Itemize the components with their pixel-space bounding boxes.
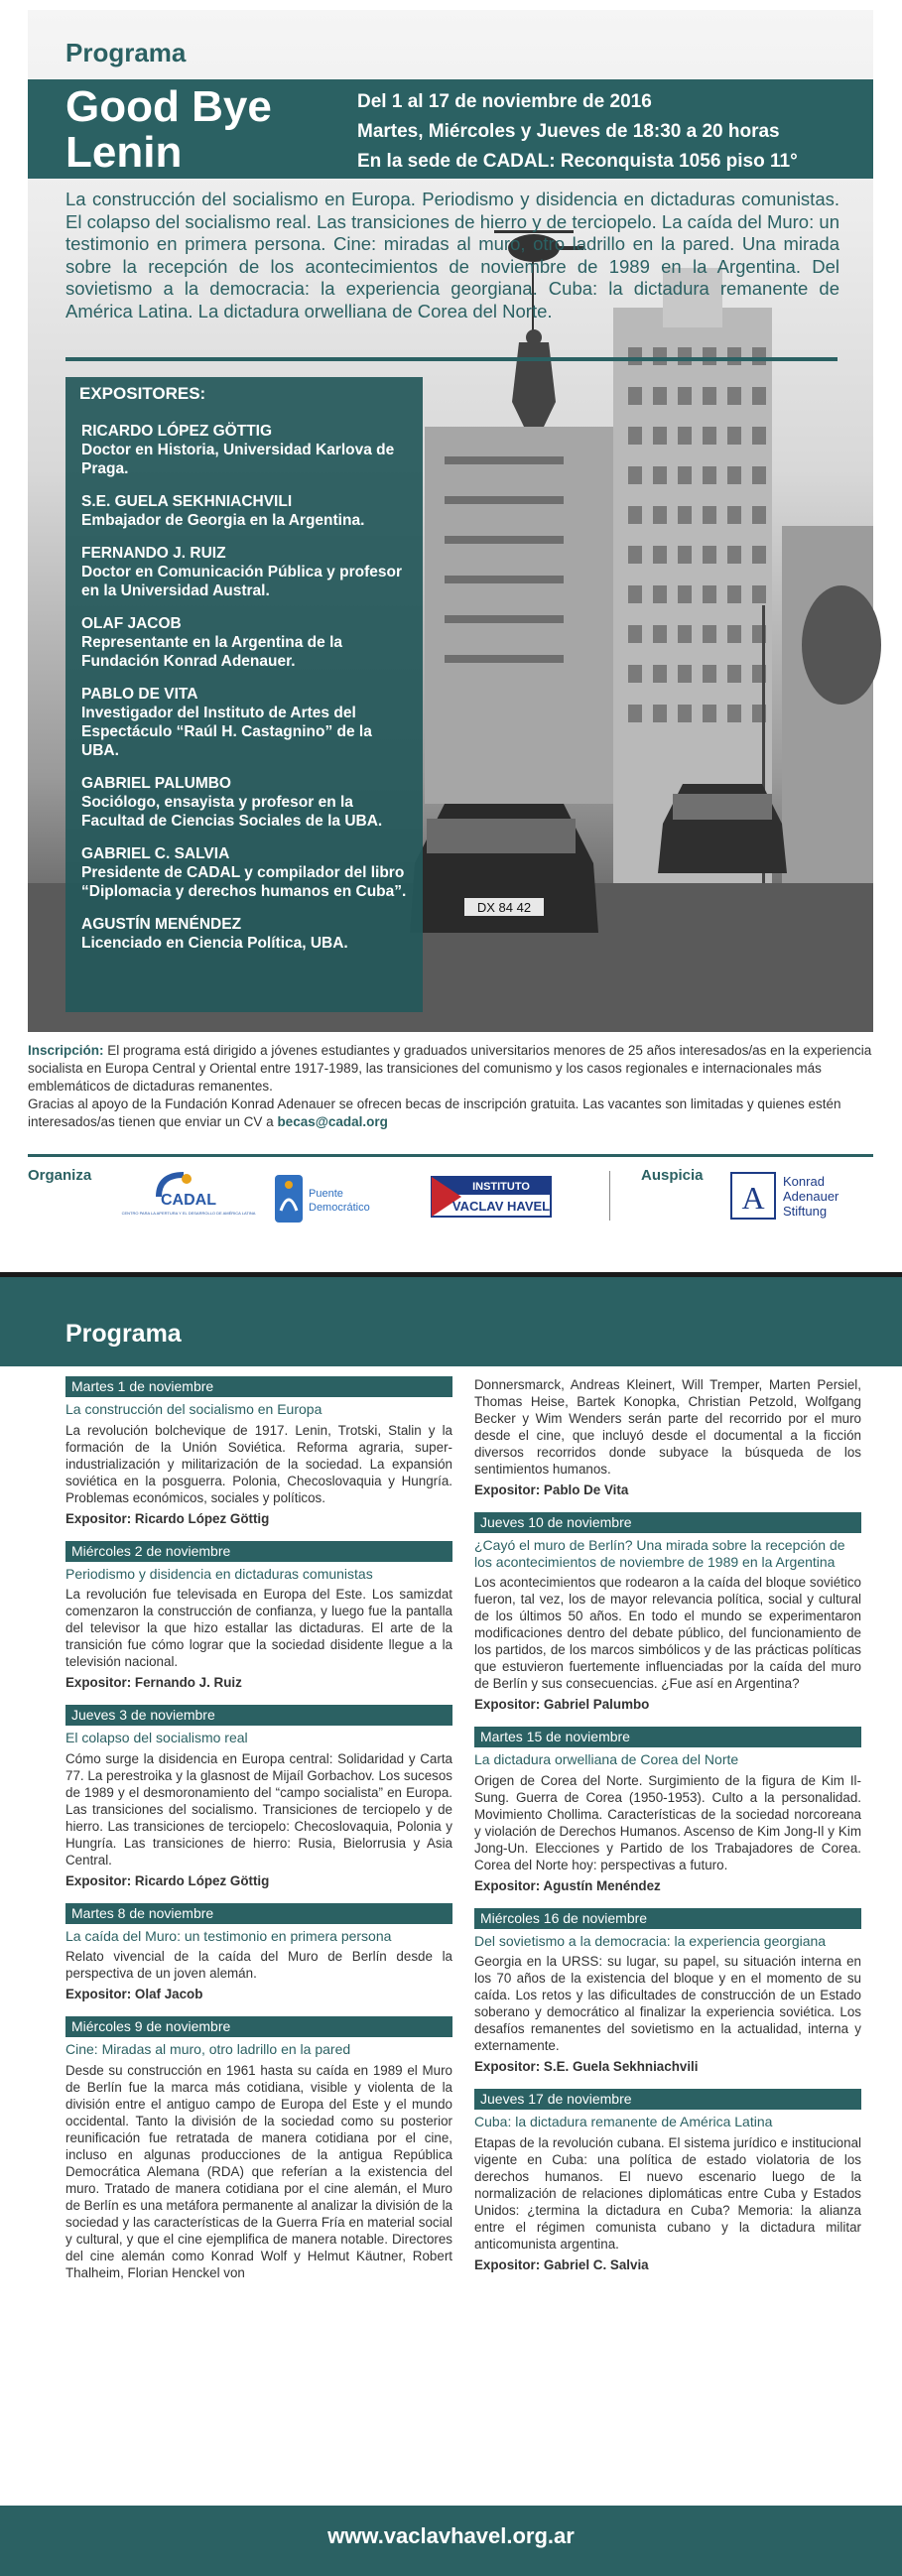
speaker-desc: Investigador del Instituto de Artes del Espectáculo “Raúl H. Castagnino” de la UBA. [81, 705, 372, 759]
puente-democratico-logo[interactable] [273, 1171, 412, 1226]
day-description: La revolución bolchevique de 1917. Lenin, Trotski, Stalin y la formación de la Unión Soviética. Reforma agraria, super-industrialización y militarización de la sociedad. La expansión soviética en la posguerra. Polonia, Checoslovaquia y Hungría. Problemas económicos, sociales y políticos. [65, 1422, 452, 1505]
cadal-subtext: CENTRO PARA LA APERTURA Y EL DESARROLLO DE AMÉRICA LATINA [121, 1211, 256, 1216]
day-speaker: Expositor: Ricardo López Göttig [65, 1872, 270, 1888]
speaker-desc: Embajador de Georgia en la Argentina. [81, 512, 365, 529]
registration-email-link[interactable]: becas@cadal.org [277, 1114, 388, 1129]
speaker-name: AGUSTÍN MENÉNDEZ [81, 916, 242, 933]
speaker-name: GABRIEL C. SALVIA [81, 845, 230, 862]
day-speaker: Expositor: Gabriel C. Salvia [474, 2256, 649, 2272]
day-speaker: Expositor: Olaf Jacob [65, 1987, 203, 2001]
speaker-item [81, 422, 414, 478]
registration-info [28, 1042, 873, 1131]
speaker-item [81, 685, 414, 760]
day-speaker: Expositor: Agustín Menéndez [474, 1877, 661, 1893]
event-schedule: Martes, Miércoles y Jueves de 18:30 a 20 horas [357, 121, 780, 142]
konrad-text-2: Adenauer [783, 1189, 839, 1204]
topics-text: La construcción del socialismo en Europa. Periodismo y disidencia en dictaduras comunistas. El colapso del socialismo real. Las transiciones de hierro y de terciopelo. La caída del Muro: un testimonio en primera persona. Cine: miradas al muro, otro ladrillo en la pared. Una mirada sobre la recepción de los acontecimientos de noviembre de 1989 en la Argentina. Del sovietismo a la democracia: la experiencia georgiana. Cuba: la dictadura remanente de América Latina. La dictadura orwelliana de Corea del Norte. [65, 189, 839, 322]
speaker-desc: Sociólogo, ensayista y profesor en la Facultad de Ciencias Sociales de la UBA. [81, 794, 383, 830]
program-column-right [474, 1376, 861, 2287]
day-date: Miércoles 9 de noviembre [65, 2016, 452, 2037]
title-line-1: Good Bye [65, 82, 272, 131]
day-title: Del sovietismo a la democracia: la experiencia georgiana [474, 1932, 827, 1949]
day-title: La caída del Muro: un testimonio en primera persona [65, 1927, 392, 1944]
section-label: Programa [65, 38, 187, 67]
day-speaker: Expositor: Pablo De Vita [474, 1482, 629, 1497]
event-title [65, 84, 363, 176]
program-day [65, 1903, 452, 2003]
speakers-list [81, 422, 414, 966]
program-day [65, 1541, 452, 1692]
instituto-vaclav-havel-logo[interactable] [422, 1173, 561, 1221]
speaker-name: PABLO DE VITA [81, 686, 198, 703]
day-date: Miércoles 16 de noviembre [474, 1908, 861, 1929]
day-speaker: Expositor: S.E. Guela Sekhniachvili [474, 2059, 699, 2074]
program-day [65, 1705, 452, 1889]
day-date: Miércoles 2 de noviembre [65, 1541, 452, 1562]
puente-text-1: Puente [309, 1188, 343, 1200]
day-description: Etapas de la revolución cubana. El sistema jurídico e institucional vigente en Cuba: una política de estado violatoria de los derechos humanos. El nuevo escenario luego de la normalización de relaciones diplomáticas entre Cuba y Estados Unidos: ¿termina la dictadura en Cuba? Memoria: la alianza entre el régimen comunista cubano y la dictadura militar anticomunista argentina. [474, 2134, 861, 2252]
registration-text-2: Gracias al apoyo de la Fundación Konrad Adenauer se ofrecen becas de inscripción gratuita. Las vacantes son limitadas y quienes estén interesados/as tienen que enviar un CV a [28, 1096, 841, 1129]
program-title: Programa [65, 1320, 182, 1348]
day-description: Origen de Corea del Norte. Surgimiento de la figura de Kim Il-Sung. Guerra de Corea (1950-1953). Culto a la personalidad. Movimiento Chollima. Características de la sociedad norcoreana y violación de Derechos Humanos. Ascenso de Kim Jong-Il y Kim Jong-Un. Elecciones y Partido de los Trabajadores de Corea. Corea del Norte hoy: perspectivas a futuro. [474, 1772, 861, 1872]
day-title: El colapso del socialismo real [65, 1730, 248, 1745]
day-date: Jueves 17 de noviembre [474, 2089, 861, 2110]
konrad-letter: A [741, 1180, 765, 1216]
day-date: Martes 8 de noviembre [65, 1903, 452, 1924]
day-description: Desde su construcción en 1961 hasta su caída en 1989 el Muro de Berlín fue la marca más cotidiana, visible y violenta de la división entre el antiguo campo de Europa del Este y el mundo occidental. Tanto la división de la sociedad como su posterior reunificación fue retratada de manera cotidiana por el cine, incluso en algunas producciones de la antigua República Democrática Alemana (RDA) que referían a la existencia del muro. Tratado de manera cotidiana por el cine alemán, el Muro de Berlín es una metáfora permanente al analizar la división de la sociedad y las características de la Guerra Fría en material social y cultural, y que el cine ejemplifica de manera notable. Directores del cine alemán como Konrad Wolf y Helmut Käutner, Robert Thalheim, Florian Henckel von [65, 2062, 452, 2280]
puente-logo-icon [273, 1171, 412, 1226]
puente-text-2: Democrático [309, 1202, 370, 1214]
day-date: Martes 1 de noviembre [65, 1376, 452, 1397]
havel-text-2: VACLAV HAVEL [451, 1199, 551, 1214]
registration-label: Inscripción: [28, 1043, 104, 1058]
speaker-item [81, 915, 414, 953]
program-day [474, 1908, 861, 2076]
cadal-text: CADAL [161, 1192, 216, 1209]
day-description: Los acontecimientos que rodearon a la caída del bloque soviético fueron, tal vez, los de mayor relevancia política, social y cultural de los últimos 50 años. En todo el mundo se experimentaron modificaciones dentro del debate público, del funcionamiento de los partidos, de los marcos simbólicos y de las prácticas políticas que estuvieron fuertemente influenciadas por la caída del muro de Berlín y sus consecuencias. ¿Fue así en Argentina? [474, 1575, 861, 1691]
konrad-logo-icon [729, 1169, 868, 1224]
speaker-name: GABRIEL PALUMBO [81, 775, 231, 792]
event-info [357, 87, 798, 177]
speaker-desc: Presidente de CADAL y compilador del libro “Diplomacia y derechos humanos en Cuba”. [81, 864, 407, 900]
auspicia-label: Auspicia [641, 1167, 704, 1184]
day-title: La construcción del socialismo en Europa [65, 1401, 322, 1417]
speakers-heading: EXPOSITORES: [79, 384, 206, 403]
speaker-name: RICARDO LÓPEZ GÖTTIG [81, 423, 273, 440]
speaker-desc: Doctor en Historia, Universidad Karlova de Praga. [81, 442, 395, 477]
program-day-continued [474, 1376, 861, 1498]
program-day [474, 1512, 861, 1713]
day-title: Periodismo y disidencia en dictaduras comunistas [65, 1565, 373, 1582]
day-speaker: Expositor: Fernando J. Ruiz [65, 1675, 242, 1690]
speaker-item [81, 774, 414, 831]
day-title: La dictadura orwelliana de Corea del Norte [474, 1751, 739, 1767]
title-line-2: Lenin [65, 128, 183, 177]
day-date: Martes 15 de noviembre [474, 1727, 861, 1747]
day-speaker: Expositor: Ricardo López Göttig [65, 1510, 270, 1526]
havel-text-1: INSTITUTO [472, 1181, 530, 1193]
konrad-adenauer-logo[interactable] [729, 1169, 868, 1224]
day-date: Jueves 10 de noviembre [474, 1512, 861, 1533]
day-description: Georgia en la URSS: su lugar, su papel, su situación interna en los 70 años de la existencia del bloque y en el momento de su caída. Los retos y las dificultades de construcción de un Estado soberano y democrático al finalizar la experiencia soviética. Los desafíos remanentes del sovietismo en la actualidad, interna y externamente. [474, 1954, 861, 2053]
speaker-item [81, 614, 414, 671]
program-day [65, 2016, 452, 2281]
day-title: ¿Cayó el muro de Berlín? Una mirada sobre la recepción de los acontecimientos de noviembre de 1989 en la Argentina [474, 1537, 845, 1570]
speaker-name: FERNANDO J. RUIZ [81, 545, 226, 562]
divider [65, 357, 838, 361]
registration-text: El programa está dirigido a jóvenes estudiantes y graduados universitarios menores de 25 años interesados/as en la experiencia socialista en Europa Central y Oriental entre 1917-1989, las transiciones del comunismo y los casos regionales e internacionales más emblemáticos de dictaduras remanentes. [28, 1043, 872, 1094]
divider [28, 1154, 873, 1157]
day-description: Cómo surge la disidencia en Europa central: Solidaridad y Carta 77. La perestroika y la glasnost de Mijaíl Gorbachov. Los sucesos de 1989 y el desmoronamiento del “campo socialista” en Europa. Las transiciones del socialismo. Transiciones de terciopelo y de hierro. Las transiciones de terciopelo: Checoslovaquia, Polonia y Hungría. Las transiciones de hierro: Rusia, Bielorrusia y Asia Central. [65, 1750, 452, 1868]
program-day [474, 1727, 861, 1894]
havel-logo-icon [422, 1173, 561, 1221]
speaker-item [81, 492, 414, 530]
day-title: Cine: Miradas al muro, otro ladrillo en la pared [65, 2041, 351, 2057]
speaker-item [81, 544, 414, 600]
konrad-text-3: Stiftung [783, 1204, 828, 1219]
program-day [65, 1376, 452, 1527]
day-description: La revolución fue televisada en Europa del Este. Los samizdat comenzaron la construcción de confianza, y luego fue la pantalla del televisor la que hizo estallar las dictaduras. El arte de la transición fue cómo lograr que la sociedad disidente llegue a la televisión nacional. [65, 1587, 452, 1669]
divider [609, 1171, 610, 1221]
speaker-desc: Representante en la Argentina de la Fundación Konrad Adenauer. [81, 634, 343, 670]
program-column-left [65, 1376, 452, 2295]
day-date: Jueves 3 de noviembre [65, 1705, 452, 1726]
cadal-logo-icon [121, 1167, 256, 1226]
speaker-item [81, 844, 414, 901]
cadal-logo[interactable] [121, 1167, 256, 1226]
speaker-name: S.E. GUELA SEKHNIACHVILI [81, 493, 293, 510]
footer-website-link[interactable]: www.vaclavhavel.org.ar [327, 2523, 575, 2548]
photo-plate: DX 84 42 [476, 900, 532, 915]
organiza-label: Organiza [28, 1167, 92, 1184]
event-venue: En la sede de CADAL: Reconquista 1056 piso 11° [357, 151, 798, 172]
day-title: Cuba: la dictadura remanente de América Latina [474, 2114, 773, 2129]
konrad-text-1: Konrad [783, 1174, 825, 1189]
day-description: Relato vivencial de la caída del Muro de Berlín desde la perspectiva de un joven alemán. [65, 1949, 452, 1981]
program-day [474, 2089, 861, 2273]
event-dates: Del 1 al 17 de noviembre de 2016 [357, 91, 652, 112]
speaker-name: OLAF JACOB [81, 615, 182, 632]
day-description: Donnersmarck, Andreas Kleinert, Will Tremper, Marten Persiel, Thomas Heise, Bartek Konopka, Christian Petzold, Wolfgang Becker y Wim Wenders serán parte del recorrido por el muro desde el cine, que incluyó desde el documental a la ficción diversos recorridos donde subyace la búsqueda de los sentimientos humanos. [474, 1377, 861, 1477]
speaker-desc: Doctor en Comunicación Pública y profesor en la Universidad Austral. [81, 564, 402, 599]
day-speaker: Expositor: Gabriel Palumbo [474, 1697, 650, 1712]
speaker-desc: Licenciado en Ciencia Política, UBA. [81, 935, 348, 952]
